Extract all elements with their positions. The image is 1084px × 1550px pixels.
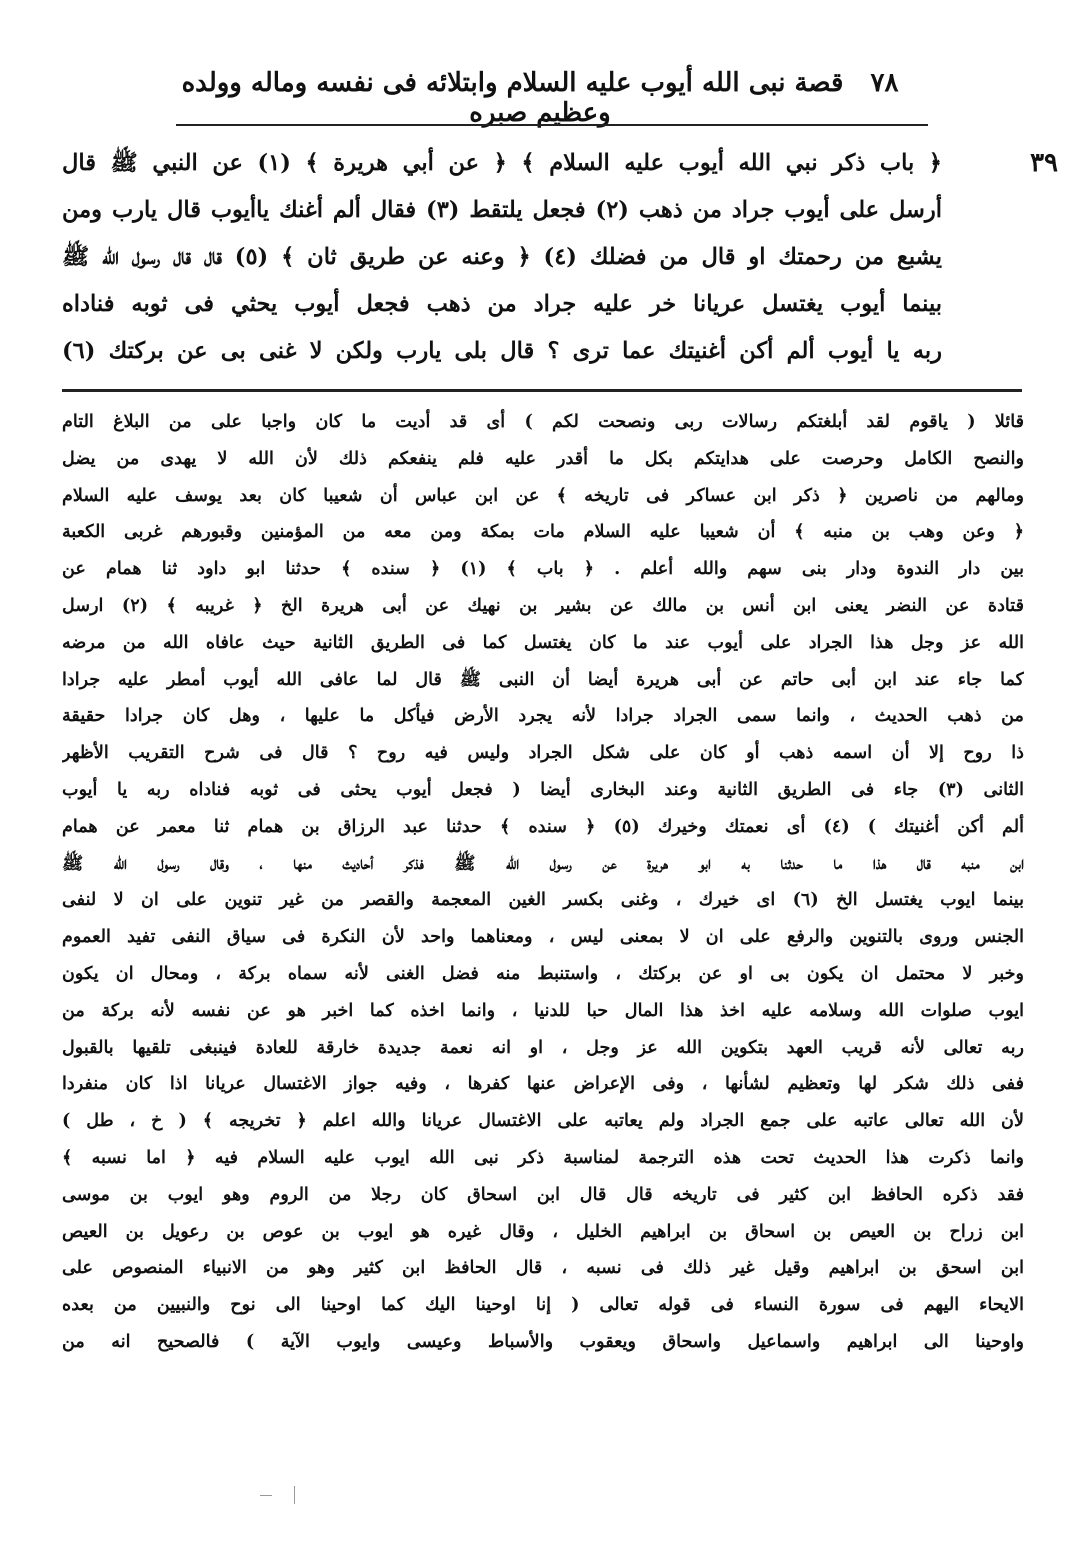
sharh-line: من ذهب الحديث ، وانما سمى الجراد جرادا لأنه يجرد الأرض فيأكل ما عليها ، وهل كان جرادا حقيقة: [62, 705, 1024, 727]
sharh-line: بين دار الندوة ودار بنى سهم والله أعلم . ﴿ باب ﴾ (١) ﴿ سنده ﴾ حدثنا ابو داود ثنا همام عن: [62, 558, 1024, 580]
sharh-line: قائلا ( ياقوم لقد أبلغتكم رسالات ربى ونصحت لكم ) أى قد أديت ما كان واجبا على من البلاغ التام: [62, 411, 1024, 432]
sharh-line: الايحاء اليهم فى سورة النساء فى قوله تعالى ( إنا اوحينا اليك كما اوحينا الى نوح والنبيين من بعده: [62, 1294, 1024, 1316]
section-divider: [62, 389, 1022, 392]
sharh-line: قتادة عن النضر يعنى ابن أنس بن مالك عن بشير بن نهيك عن أبى هريرة الخ ﴿ غريبه ﴾ (٢) ارسل: [62, 594, 1024, 616]
sharh-line: ذا روح إلا أن اسمه ذهب أو كان على شكل الجراد وليس فيه روح ؟ قال فى شرح التقريب الأظهر: [62, 742, 1024, 764]
sharh-line: الجنس وروى بالتنوين والرفع على ان لا بمعنى ليس ، ومعناهما واحد لأن النكرة فى سياق النفى تفيد العموم: [62, 926, 1024, 948]
running-title: قصة نبى الله أيوب عليه السلام وابتلائه فى نفسه وماله وولده وعظيم صبره: [181, 68, 844, 128]
sharh-line: ففى ذلك شكر لها وتعظيم لشأنها ، وفى الإعراض عنها كفرها ، وفيه جواز الاغتسال عريانا اذا كان منفردا: [62, 1073, 1024, 1095]
matn-line: ربه يا أيوب ألم أكن أغنيتك عما ترى ؟ قال بلى يارب ولكن لا غنى بى عن بركتك (٦): [62, 338, 942, 364]
sharh-line: وخبر لا محتمل ان يكون بى او عن بركتك ، واستنبط منه فضل الغنى لأنه سماه بركة ، ومحال ان يكون: [62, 962, 1024, 984]
scan-artifact: [260, 1486, 300, 1504]
sharh-line: واوحينا الى ابراهيم واسماعيل واسحاق ويعقوب والأسباط وعيسى وايوب الآية ) فالصحيح انه من: [62, 1330, 1024, 1352]
matn-line: بينما أيوب يغتسل عريانا خر عليه جراد من ذهب فجعل أيوب يحثي فى ثوبه فناداه: [62, 291, 942, 317]
sharh-line: والنصح الكامل وحرصت على هدايتكم بكل ما أقدر عليه فلم ينفعكم ذلك لأن الله لا يهدى من يضل: [62, 447, 1024, 469]
sharh-line: ابن منبه قال هذا ما حدثنا به ابو هريرة عن رسول الله ﷺ فذكر أحاديث منها ، وقال رسول الله ﷺ: [62, 852, 1024, 874]
sharh-line: بينما ايوب يغتسل الخ (٦) اى خيرك ، وغنى بكسر الغين المعجمة والقصر من غير تنوين على ان لا لنفى: [62, 889, 1024, 911]
header-rule: [176, 124, 928, 126]
hadith-number: ٣٩: [1030, 148, 1058, 178]
hadith-text: [62, 140, 942, 375]
page-number: ٧٨: [870, 68, 899, 98]
sharh-line: لأن الله تعالى عاتبه على جمع الجراد ولم يعاتبه على الاغتسال عريانا والله اعلم ﴿ تخريجه ﴾ ( خ ، طل ): [62, 1110, 1024, 1132]
sharh-line: ايوب صلوات الله وسلامه عليه اخذ هذا المال حبا للدنيا ، وانما اخذه كما اخبر هو عن نفسه لأنه بركة من: [62, 999, 1024, 1021]
sharh-line: ربه تعالى لأنه قريب العهد بتكوين الله عز وجل ، او انه نعمة جديدة خارقة للعادة فينبغى تلقيها بالقبول: [62, 1036, 1024, 1058]
matn-line: أرسل على أيوب جراد من ذهب (٢) فجعل يلتقط (٣) فقال ألم أغنك ياأيوب قال يارب ومن: [62, 197, 942, 223]
sharh-line: الله عز وجل هذا الجراد على أيوب عند ما كان يغتسل كما فى الطريق الثانية حيث عافاه الله من مرضه: [62, 631, 1024, 653]
sharh-line: ألم أكن أغنيتك ) (٤) أى نعمتك وخيرك (٥) ﴿ سنده ﴾ حدثنا عبد الرزاق بن همام ثنا معمر عن همام: [62, 815, 1024, 837]
sharh-line: ابن اسحق بن ابراهيم وقيل غير ذلك فى نسبه ، قال الحافظ ابن كثير وهو من الانبياء المنصوص على: [62, 1257, 1024, 1279]
matn-line: ﴿ باب ذكر نبي الله أيوب عليه السلام ﴾ ﴿ عن أبي هريرة ﴾ (١) عن النبي ﷺ قال: [62, 150, 942, 176]
running-header: [150, 68, 930, 128]
sharh-line: ابن زراح بن العيص بن اسحاق بن ابراهيم الخليل ، وقال غيره هو ايوب بن عوص بن رعويل بن العيص: [62, 1220, 1024, 1242]
sharh-line: الثانى (٣) جاء فى الطريق الثانية وعند البخارى أيضا ( فجعل أيوب يحثى فى ثوبه فناداه ربه يا أيوب: [62, 778, 1024, 800]
sharh-line: ﴿ وعن وهب بن منبه ﴾ أن شعيبا عليه السلام مات بمكة ومن معه من المؤمنين وقبورهم غربى الكعبة: [62, 521, 1024, 543]
sharh-line: وانما ذكرت هذا الحديث تحت هذه الترجمة لمناسبة ذكر نبى الله ايوب عليه السلام فيه ﴿ اما نسبه ﴾: [62, 1146, 1024, 1168]
sharh-line: كما جاء عند ابن أبى حاتم عن أبى هريرة أيضا أن النبى ﷺ قال لما عافى الله أيوب أمطر عليه جرادا: [62, 668, 1024, 690]
matn-line: يشبع من رحمتك او قال من فضلك (٤) ﴿ وعنه عن طريق ثان ﴾ (٥) قال قال رسول الله ﷺ: [62, 244, 942, 270]
sharh-line: فقد ذكره الحافظ ابن كثير فى تاريخه قال قال ابن اسحاق كان رجلا من الروم وهو ايوب بن موسى: [62, 1183, 1024, 1205]
commentary-text: [62, 404, 1024, 1361]
sharh-line: ومالهم من ناصرين ﴿ ذكر ابن عساكر فى تاريخه ﴾ عن ابن عباس أن شعيبا كان بعد يوسف عليه السلام: [62, 484, 1024, 506]
